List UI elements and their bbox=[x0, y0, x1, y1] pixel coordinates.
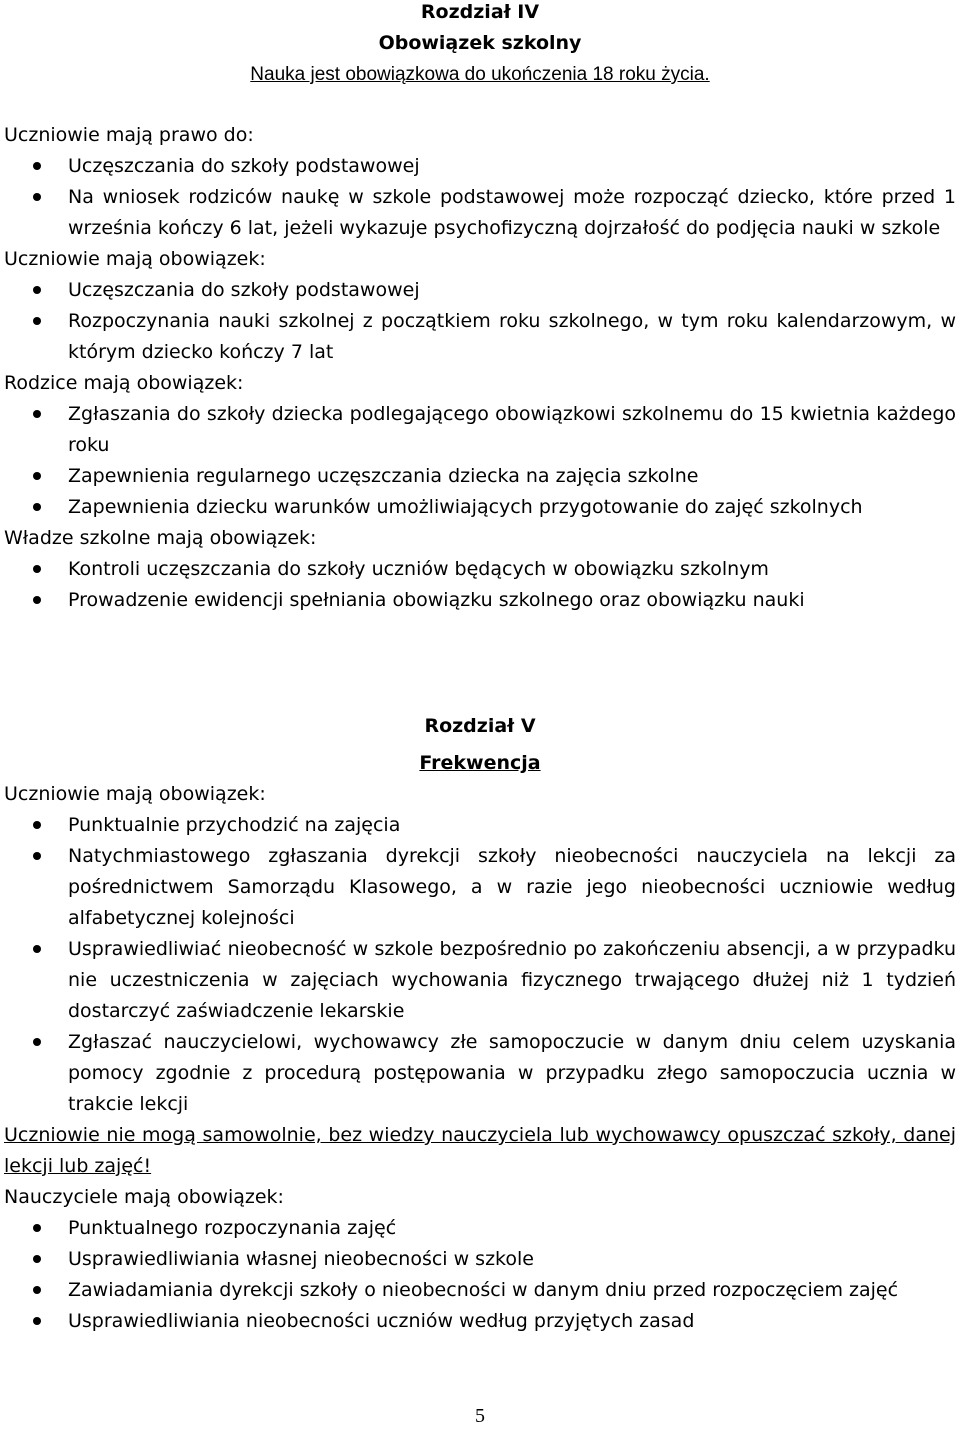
list-item bbox=[0, 306, 960, 368]
bullet-icon bbox=[33, 821, 41, 829]
bullet-icon bbox=[33, 565, 41, 573]
bullet-icon bbox=[33, 193, 41, 201]
bullet-icon bbox=[33, 1224, 41, 1232]
list-item bbox=[0, 934, 960, 1027]
list-item bbox=[0, 1027, 960, 1120]
bullet-icon bbox=[33, 596, 41, 604]
list-item-text: Zgłaszania do szkoły dziecka podlegającego obowiązkowi szkolnemu do 15 kwietnia każdego roku bbox=[68, 403, 956, 456]
list-item bbox=[0, 1244, 960, 1275]
bullet-icon bbox=[33, 410, 41, 418]
warning-text: Uczniowie nie mogą samowolnie, bez wiedzy nauczyciela lub wychowawcy opuszczać szkoły, danej lekcji lub zajęć! bbox=[4, 1124, 956, 1177]
authorities-duties-heading: Władze szkolne mają obowiązek: bbox=[4, 527, 317, 549]
parents-duties-list bbox=[0, 399, 960, 523]
list-item-text: Uczęszczania do szkoły podstawowej bbox=[68, 155, 420, 177]
teachers-duties-list bbox=[0, 1213, 960, 1337]
bullet-icon bbox=[33, 1286, 41, 1294]
page-number: 5 bbox=[475, 1405, 485, 1427]
list-item-text: Zgłaszać nauczycielowi, wychowawcy złe samopoczucie w danym dniu celem uzyskania pomocy zgodnie z procedurą postępowania w przypadku złego samopoczucia ucznia w trakcie lekcji bbox=[68, 1031, 956, 1115]
list-item bbox=[0, 399, 960, 461]
parents-duties-heading: Rodzice mają obowiązek: bbox=[4, 372, 244, 394]
list-item bbox=[0, 1213, 960, 1244]
list-item-text: Usprawiedliwiania nieobecności uczniów według przyjętych zasad bbox=[68, 1310, 695, 1332]
list-item bbox=[0, 585, 960, 616]
bullet-icon bbox=[33, 286, 41, 294]
chapter-5-subtitle: Frekwencja bbox=[419, 752, 541, 774]
list-item-text: Usprawiedliwiać nieobecność w szkole bezpośrednio po zakończeniu absencji, a w przypadku nie uczestniczenia w zajęciach wychowania fizycznego trwającego dłużej niż 1 tydzień dostarczyć zaświadczenie lekarskie bbox=[68, 938, 956, 1022]
list-item bbox=[0, 182, 960, 244]
list-item bbox=[0, 1275, 960, 1306]
bullet-icon bbox=[33, 945, 41, 953]
chapter-4-heading bbox=[0, 0, 960, 90]
list-item-text: Na wniosek rodziców naukę w szkole podstawowej może rozpocząć dziecko, które przed 1 września kończy 6 lat, jeżeli wykazuje psychofizyczną dojrzałość do podjęcia nauki w szkole bbox=[68, 186, 956, 239]
bullet-icon bbox=[33, 1317, 41, 1325]
list-item-text: Punktualnie przychodzić na zajęcia bbox=[68, 814, 401, 836]
students-duties-heading: Uczniowie mają obowiązek: bbox=[4, 248, 266, 270]
list-item-text: Usprawiedliwiania własnej nieobecności w szkole bbox=[68, 1248, 534, 1270]
chapter-4 bbox=[0, 0, 960, 616]
students-duties-heading: Uczniowie mają obowiązek: bbox=[4, 783, 266, 805]
chapter-5 bbox=[0, 711, 960, 1337]
chapter-4-title: Rozdział IV bbox=[420, 1, 540, 23]
list-item-text: Zapewnienia dziecku warunków umożliwiających przygotowanie do zajęć szkolnych bbox=[68, 496, 863, 518]
list-item-text: Rozpoczynania nauki szkolnej z początkiem roku szkolnego, w tym roku kalendarzowym, w którym dziecko kończy 7 lat bbox=[68, 310, 956, 363]
bullet-icon bbox=[33, 852, 41, 860]
students-rights-list bbox=[0, 151, 960, 244]
students-rights-heading: Uczniowie mają prawo do: bbox=[4, 124, 254, 146]
spacer bbox=[0, 90, 960, 120]
list-item bbox=[0, 841, 960, 934]
chapter-4-note: Nauka jest obowiązkowa do ukończenia 18 roku życia. bbox=[250, 64, 710, 85]
bullet-icon bbox=[33, 317, 41, 325]
bullet-icon bbox=[33, 162, 41, 170]
list-item-text: Punktualnego rozpoczynania zajęć bbox=[68, 1217, 397, 1239]
list-item bbox=[0, 151, 960, 182]
bullet-icon bbox=[33, 503, 41, 511]
list-item bbox=[0, 554, 960, 585]
bullet-icon bbox=[33, 1038, 41, 1046]
bullet-icon bbox=[33, 1255, 41, 1263]
students-duties-list bbox=[0, 275, 960, 368]
teachers-duties-heading: Nauczyciele mają obowiązek: bbox=[4, 1186, 284, 1208]
list-item-text: Natychmiastowego zgłaszania dyrekcji szkoły nieobecności nauczyciela na lekcji za pośrednictwem Samorządu Klasowego, a w razie jego nieobecności uczniowie według alfabetycznej kolejności bbox=[68, 845, 956, 929]
chapter-4-subtitle: Obowiązek szkolny bbox=[378, 32, 582, 54]
list-item bbox=[0, 461, 960, 492]
chapter-5-title: Rozdział V bbox=[424, 715, 536, 737]
list-item-text: Zawiadamiania dyrekcji szkoły o nieobecności w danym dniu przed rozpoczęciem zajęć bbox=[68, 1279, 899, 1301]
authorities-duties-list bbox=[0, 554, 960, 616]
list-item bbox=[0, 492, 960, 523]
chapter-5-heading bbox=[0, 711, 960, 779]
list-item-text: Kontroli uczęszczania do szkoły uczniów będących w obowiązku szkolnym bbox=[68, 558, 769, 580]
list-item-text: Prowadzenie ewidencji spełniania obowiązku szkolnego oraz obowiązku nauki bbox=[68, 589, 805, 611]
bullet-icon bbox=[33, 472, 41, 480]
students-attendance-list bbox=[0, 810, 960, 1120]
list-item-text: Zapewnienia regularnego uczęszczania dziecka na zajęcia szkolne bbox=[68, 465, 699, 487]
list-item bbox=[0, 810, 960, 841]
list-item bbox=[0, 275, 960, 306]
list-item-text: Uczęszczania do szkoły podstawowej bbox=[68, 279, 420, 301]
list-item bbox=[0, 1306, 960, 1337]
